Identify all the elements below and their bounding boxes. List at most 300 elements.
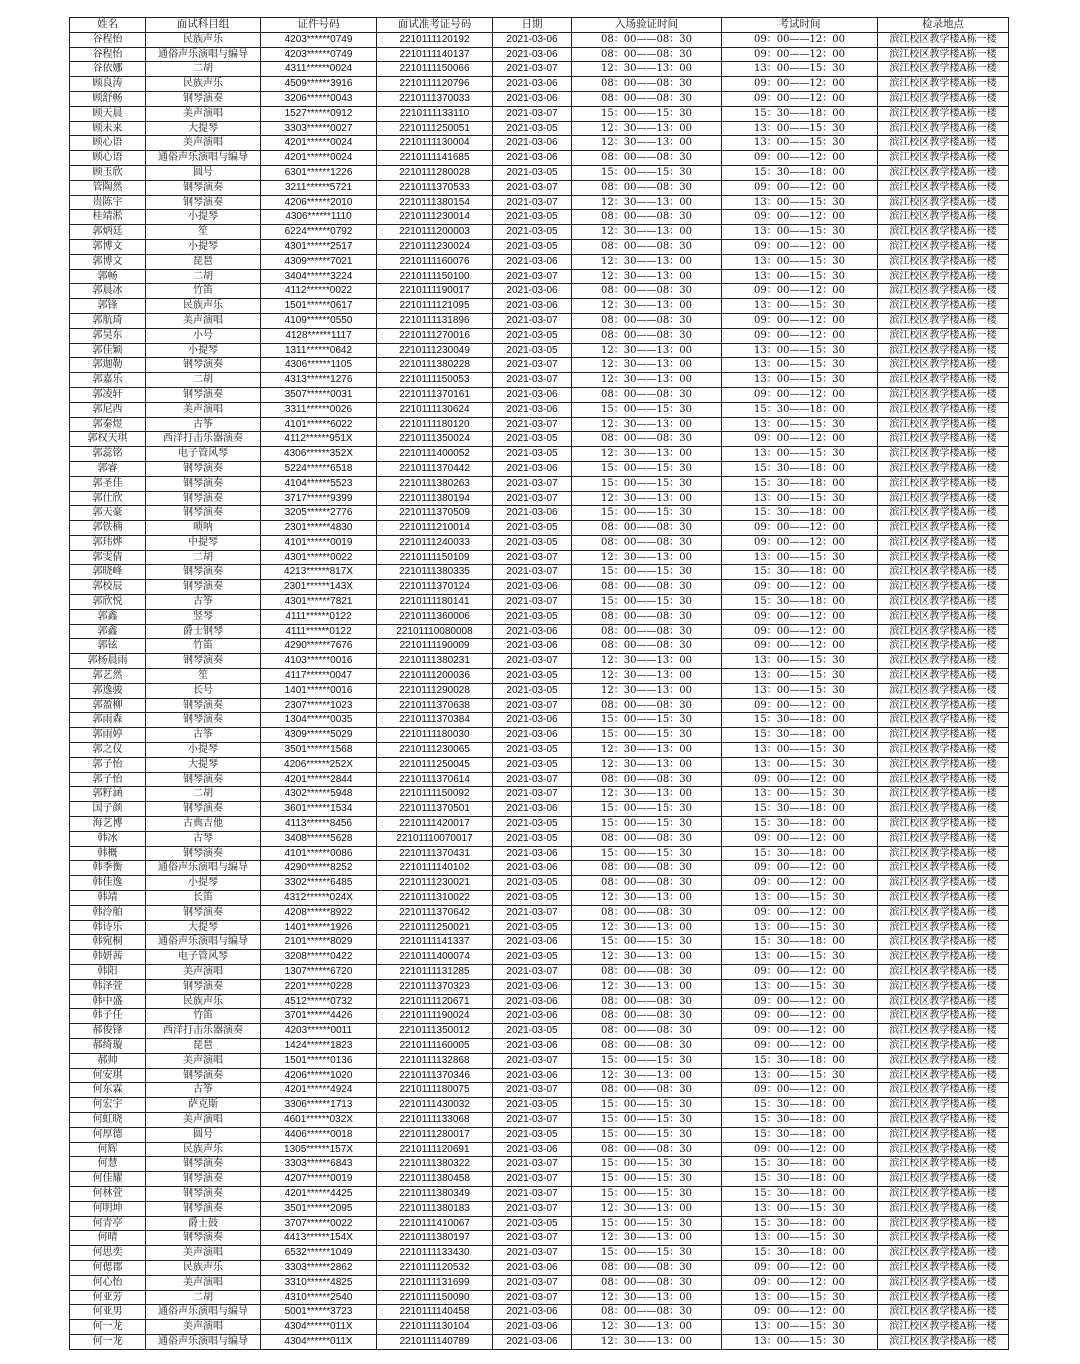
column-header-date: 日期 (493, 18, 572, 33)
table-row (70, 358, 1009, 373)
check-in-time-cell: 08：00——08：30 (572, 77, 722, 92)
admission-number-cell: 2210111180075 (377, 1083, 493, 1098)
table-row (70, 965, 1009, 980)
table-row (70, 743, 1009, 758)
admission-number-cell: 2210111370638 (377, 698, 493, 713)
name-cell: 郭玮烨 (70, 535, 146, 550)
check-in-time-cell: 12：30——13：00 (572, 654, 722, 669)
table-row (70, 1112, 1009, 1127)
admission-number-cell: 2210111120532 (377, 1260, 493, 1275)
name-cell: 韩概 (70, 846, 146, 861)
name-cell: 郭嘉乐 (70, 373, 146, 388)
date-cell: 2021-03-07 (493, 595, 572, 610)
table-row (70, 1201, 1009, 1216)
id-number-cell: 4203******0749 (261, 47, 377, 62)
date-cell: 2021-03-07 (493, 565, 572, 580)
location-cell: 滨江校区教学楼A栋一楼 (878, 62, 1009, 77)
location-cell: 滨江校区教学楼A栋一楼 (878, 476, 1009, 491)
location-cell: 滨江校区教学楼A栋一楼 (878, 136, 1009, 151)
exam-time-cell: 13：00——15：30 (722, 447, 878, 462)
location-cell: 滨江校区教学楼A栋一楼 (878, 1305, 1009, 1320)
table-row (70, 1275, 1009, 1290)
id-number-cell: 2301******4830 (261, 521, 377, 536)
table-row (70, 1068, 1009, 1083)
location-cell: 滨江校区教学楼A栋一楼 (878, 580, 1009, 595)
date-cell: 2021-03-05 (493, 535, 572, 550)
exam-time-cell: 13：00——15：30 (722, 1231, 878, 1246)
date-cell: 2021-03-07 (493, 195, 572, 210)
exam-time-cell: 09：00——12：00 (722, 313, 878, 328)
subject-cell: 二胡 (146, 62, 261, 77)
check-in-time-cell: 08：00——08：30 (572, 861, 722, 876)
id-number-cell: 4117******0047 (261, 669, 377, 684)
location-cell: 滨江校区教学楼A栋一楼 (878, 817, 1009, 832)
id-number-cell: 4313******1276 (261, 373, 377, 388)
table-row (70, 683, 1009, 698)
subject-cell: 圆号 (146, 1127, 261, 1142)
date-cell: 2021-03-06 (493, 299, 572, 314)
exam-time-cell: 13：00——15：30 (722, 683, 878, 698)
id-number-cell: 1307******6720 (261, 965, 377, 980)
location-cell: 滨江校区教学楼A栋一楼 (878, 743, 1009, 758)
exam-time-cell: 13：00——15：30 (722, 225, 878, 240)
table-row (70, 1246, 1009, 1261)
table-row (70, 521, 1009, 536)
name-cell: 郭欣悦 (70, 595, 146, 610)
name-cell: 郝绮璇 (70, 1038, 146, 1053)
table-row (70, 106, 1009, 121)
date-cell: 2021-03-07 (493, 1231, 572, 1246)
exam-time-cell: 13：00——15：30 (722, 269, 878, 284)
date-cell: 2021-03-07 (493, 417, 572, 432)
subject-cell: 古筝 (146, 1083, 261, 1098)
exam-time-cell: 09：00——12：00 (722, 994, 878, 1009)
location-cell: 滨江校区教学楼A栋一楼 (878, 432, 1009, 447)
name-cell: 郭雯倩 (70, 550, 146, 565)
id-number-cell: 4406******0018 (261, 1127, 377, 1142)
check-in-time-cell: 12：30——13：00 (572, 343, 722, 358)
subject-cell: 古典吉他 (146, 817, 261, 832)
subject-cell: 美声演唱 (146, 1275, 261, 1290)
check-in-time-cell: 15：00——15：30 (572, 476, 722, 491)
table-row (70, 639, 1009, 654)
exam-time-cell: 15：30——18：00 (722, 1053, 878, 1068)
location-cell: 滨江校区教学楼A栋一楼 (878, 1275, 1009, 1290)
table-row (70, 935, 1009, 950)
table-row (70, 1127, 1009, 1142)
name-cell: 郭锋 (70, 299, 146, 314)
admission-number-cell: 2210111230024 (377, 239, 493, 254)
location-cell: 滨江校区教学楼A栋一楼 (878, 1231, 1009, 1246)
subject-cell: 钢琴演奏 (146, 1231, 261, 1246)
name-cell: 郭鑫 (70, 609, 146, 624)
exam-time-cell: 13：00——15：30 (722, 743, 878, 758)
check-in-time-cell: 08：00——08：30 (572, 284, 722, 299)
exam-time-cell: 09：00——12：00 (722, 239, 878, 254)
admission-number-cell: 2210111380458 (377, 1172, 493, 1187)
name-cell: 郭蕊铭 (70, 447, 146, 462)
name-cell: 何辉 (70, 1142, 146, 1157)
date-cell: 2021-03-07 (493, 106, 572, 121)
table-row (70, 343, 1009, 358)
admission-number-cell: 2210111370614 (377, 772, 493, 787)
check-in-time-cell: 15：00——15：30 (572, 1053, 722, 1068)
id-number-cell: 6301******1226 (261, 165, 377, 180)
admission-number-cell: 2210111380197 (377, 1231, 493, 1246)
admission-number-cell: 2210111370346 (377, 1068, 493, 1083)
column-header-subject: 面试科目组 (146, 18, 261, 33)
name-cell: 顾良涛 (70, 77, 146, 92)
admission-number-cell: 2210111380154 (377, 195, 493, 210)
subject-cell: 钢琴演奏 (146, 180, 261, 195)
admission-number-cell: 2210111230065 (377, 743, 493, 758)
subject-cell: 民族声乐 (146, 77, 261, 92)
subject-cell: 通俗声乐演唱与编导 (146, 47, 261, 62)
id-number-cell: 2301******143X (261, 580, 377, 595)
check-in-time-cell: 15：00——15：30 (572, 565, 722, 580)
date-cell: 2021-03-05 (493, 521, 572, 536)
date-cell: 2021-03-07 (493, 491, 572, 506)
table-row (70, 994, 1009, 1009)
exam-time-cell: 09：00——12：00 (722, 1142, 878, 1157)
date-cell: 2021-03-06 (493, 151, 572, 166)
subject-cell: 民族声乐 (146, 994, 261, 1009)
check-in-time-cell: 08：00——08：30 (572, 905, 722, 920)
exam-time-cell: 13：00——15：30 (722, 550, 878, 565)
exam-time-cell: 15：30——18：00 (722, 565, 878, 580)
subject-cell: 钢琴演奏 (146, 1068, 261, 1083)
location-cell: 滨江校区教学楼A栋一楼 (878, 891, 1009, 906)
subject-cell: 通俗声乐演唱与编导 (146, 1334, 261, 1349)
column-header-name: 姓名 (70, 18, 146, 33)
id-number-cell: 4301******2517 (261, 239, 377, 254)
date-cell: 2021-03-05 (493, 950, 572, 965)
subject-cell: 二胡 (146, 550, 261, 565)
exam-time-cell: 09：00——12：00 (722, 1009, 878, 1024)
subject-cell: 大提琴 (146, 757, 261, 772)
id-number-cell: 1527******0912 (261, 106, 377, 121)
date-cell: 2021-03-05 (493, 1024, 572, 1039)
location-cell: 滨江校区教学楼A栋一楼 (878, 876, 1009, 891)
table-row (70, 1172, 1009, 1187)
check-in-time-cell: 12：30——13：00 (572, 136, 722, 151)
date-cell: 2021-03-07 (493, 1112, 572, 1127)
id-number-cell: 3303******6843 (261, 1157, 377, 1172)
check-in-time-cell: 08：00——08：30 (572, 1275, 722, 1290)
subject-cell: 二胡 (146, 1290, 261, 1305)
check-in-time-cell: 12：30——13：00 (572, 1320, 722, 1335)
admission-number-cell: 2210111380183 (377, 1201, 493, 1216)
exam-time-cell: 09：00——12：00 (722, 180, 878, 195)
subject-cell: 民族声乐 (146, 1260, 261, 1275)
exam-time-cell: 09：00——12：00 (722, 387, 878, 402)
subject-cell: 钢琴演奏 (146, 195, 261, 210)
subject-cell: 通俗声乐演唱与编导 (146, 935, 261, 950)
admission-number-cell: 2210111380228 (377, 358, 493, 373)
id-number-cell: 4207******0019 (261, 1172, 377, 1187)
location-cell: 滨江校区教学楼A栋一楼 (878, 343, 1009, 358)
exam-time-cell: 09：00——12：00 (722, 32, 878, 47)
date-cell: 2021-03-05 (493, 609, 572, 624)
location-cell: 滨江校区教学楼A栋一楼 (878, 299, 1009, 314)
name-cell: 何林萱 (70, 1186, 146, 1201)
id-number-cell: 4213******817X (261, 565, 377, 580)
name-cell: 何慧 (70, 1157, 146, 1172)
date-cell: 2021-03-07 (493, 1157, 572, 1172)
exam-time-cell: 15：30——18：00 (722, 461, 878, 476)
subject-cell: 二胡 (146, 269, 261, 284)
admission-number-cell: 2210111120192 (377, 32, 493, 47)
name-cell: 韩泽萱 (70, 979, 146, 994)
location-cell: 滨江校区教学楼A栋一楼 (878, 358, 1009, 373)
table-row (70, 165, 1009, 180)
name-cell: 郭畅 (70, 269, 146, 284)
id-number-cell: 4101******0019 (261, 535, 377, 550)
check-in-time-cell: 08：00——08：30 (572, 1142, 722, 1157)
name-cell: 何虹晓 (70, 1112, 146, 1127)
subject-cell: 民族声乐 (146, 299, 261, 314)
subject-cell: 钢琴演奏 (146, 387, 261, 402)
name-cell: 郭杨晨雨 (70, 654, 146, 669)
check-in-time-cell: 12：30——13：00 (572, 550, 722, 565)
subject-cell: 美声演唱 (146, 965, 261, 980)
id-number-cell: 3205******2776 (261, 506, 377, 521)
header-row (70, 18, 1009, 33)
id-number-cell: 4128******1117 (261, 328, 377, 343)
location-cell: 滨江校区教学楼A栋一楼 (878, 698, 1009, 713)
location-cell: 滨江校区教学楼A栋一楼 (878, 91, 1009, 106)
exam-time-cell: 09：00——12：00 (722, 965, 878, 980)
admission-number-cell: 2210111120691 (377, 1142, 493, 1157)
check-in-time-cell: 08：00——08：30 (572, 1083, 722, 1098)
table-row (70, 713, 1009, 728)
id-number-cell: 4208******8922 (261, 905, 377, 920)
date-cell: 2021-03-05 (493, 343, 572, 358)
date-cell: 2021-03-05 (493, 239, 572, 254)
admission-number-cell: 2210111130104 (377, 1320, 493, 1335)
admission-number-cell: 2210111250051 (377, 121, 493, 136)
admission-number-cell: 2210111280017 (377, 1127, 493, 1142)
check-in-time-cell: 12：30——13：00 (572, 787, 722, 802)
name-cell: 郭昊东 (70, 328, 146, 343)
check-in-time-cell: 12：30——13：00 (572, 1290, 722, 1305)
subject-cell: 钢琴演奏 (146, 772, 261, 787)
check-in-time-cell: 08：00——08：30 (572, 521, 722, 536)
name-cell: 何思奕 (70, 1246, 146, 1261)
location-cell: 滨江校区教学楼A栋一楼 (878, 373, 1009, 388)
admission-number-cell: 2210111410067 (377, 1216, 493, 1231)
location-cell: 滨江校区教学楼A栋一楼 (878, 121, 1009, 136)
table-row (70, 210, 1009, 225)
name-cell: 郝帅 (70, 1053, 146, 1068)
name-cell: 顾玉欣 (70, 165, 146, 180)
name-cell: 韩诗乐 (70, 920, 146, 935)
table-row (70, 817, 1009, 832)
id-number-cell: 4111******0122 (261, 609, 377, 624)
name-cell: 郭校辰 (70, 580, 146, 595)
date-cell: 2021-03-05 (493, 669, 572, 684)
subject-cell: 钢琴演奏 (146, 698, 261, 713)
subject-cell: 中提琴 (146, 535, 261, 550)
location-cell: 滨江校区教学楼A栋一楼 (878, 787, 1009, 802)
check-in-time-cell: 15：00——15：30 (572, 402, 722, 417)
name-cell: 何亚芳 (70, 1290, 146, 1305)
check-in-time-cell: 15：00——15：30 (572, 1172, 722, 1187)
date-cell: 2021-03-06 (493, 639, 572, 654)
exam-time-cell: 15：30——18：00 (722, 402, 878, 417)
subject-cell: 大提琴 (146, 920, 261, 935)
subject-cell: 美声演唱 (146, 136, 261, 151)
subject-cell: 小提琴 (146, 876, 261, 891)
table-row (70, 1186, 1009, 1201)
subject-cell: 民族声乐 (146, 32, 261, 47)
date-cell: 2021-03-07 (493, 550, 572, 565)
date-cell: 2021-03-05 (493, 121, 572, 136)
location-cell: 滨江校区教学楼A栋一楼 (878, 47, 1009, 62)
date-cell: 2021-03-05 (493, 165, 572, 180)
location-cell: 滨江校区教学楼A栋一楼 (878, 1024, 1009, 1039)
location-cell: 滨江校区教学楼A栋一楼 (878, 595, 1009, 610)
exam-time-cell: 15：30——18：00 (722, 1172, 878, 1187)
name-cell: 何偲郡 (70, 1260, 146, 1275)
id-number-cell: 4312******024X (261, 891, 377, 906)
exam-time-cell: 15：30——18：00 (722, 506, 878, 521)
location-cell: 滨江校区教学楼A栋一楼 (878, 180, 1009, 195)
location-cell: 滨江校区教学楼A栋一楼 (878, 1157, 1009, 1172)
check-in-time-cell: 08：00——08：30 (572, 624, 722, 639)
exam-time-cell: 09：00——12：00 (722, 876, 878, 891)
name-cell: 贵陈宇 (70, 195, 146, 210)
exam-time-cell: 15：30——18：00 (722, 1216, 878, 1231)
id-number-cell: 4201******4425 (261, 1186, 377, 1201)
date-cell: 2021-03-06 (493, 1334, 572, 1349)
location-cell: 滨江校区教学楼A栋一楼 (878, 728, 1009, 743)
location-cell: 滨江校区教学楼A栋一楼 (878, 1320, 1009, 1335)
id-number-cell: 4203******0011 (261, 1024, 377, 1039)
id-number-cell: 4112******0022 (261, 284, 377, 299)
id-number-cell: 3501******1568 (261, 743, 377, 758)
exam-time-cell: 15：30——18：00 (722, 1157, 878, 1172)
exam-time-cell: 09：00——12：00 (722, 639, 878, 654)
date-cell: 2021-03-05 (493, 1216, 572, 1231)
check-in-time-cell: 12：30——13：00 (572, 269, 722, 284)
location-cell: 滨江校区教学楼A栋一楼 (878, 905, 1009, 920)
name-cell: 郭逸骏 (70, 683, 146, 698)
check-in-time-cell: 12：30——13：00 (572, 683, 722, 698)
exam-time-cell: 09：00——12：00 (722, 328, 878, 343)
subject-cell: 古琴 (146, 831, 261, 846)
location-cell: 滨江校区教学楼A栋一楼 (878, 1083, 1009, 1098)
table-row (70, 802, 1009, 817)
id-number-cell: 3701******4426 (261, 1009, 377, 1024)
id-number-cell: 1401******1926 (261, 920, 377, 935)
admission-number-cell: 2210111200003 (377, 225, 493, 240)
table-row (70, 772, 1009, 787)
id-number-cell: 3501******2095 (261, 1201, 377, 1216)
location-cell: 滨江校区教学楼A栋一楼 (878, 32, 1009, 47)
admission-number-cell: 2210111150066 (377, 62, 493, 77)
location-cell: 滨江校区教学楼A栋一楼 (878, 669, 1009, 684)
date-cell: 2021-03-05 (493, 328, 572, 343)
check-in-time-cell: 08：00——08：30 (572, 313, 722, 328)
date-cell: 2021-03-06 (493, 1142, 572, 1157)
date-cell: 2021-03-07 (493, 698, 572, 713)
subject-cell: 古筝 (146, 417, 261, 432)
id-number-cell: 4304******011X (261, 1320, 377, 1335)
name-cell: 韩季衡 (70, 861, 146, 876)
exam-time-cell: 09：00——12：00 (722, 580, 878, 595)
check-in-time-cell: 15：00——15：30 (572, 165, 722, 180)
date-cell: 2021-03-07 (493, 787, 572, 802)
check-in-time-cell: 08：00——08：30 (572, 772, 722, 787)
date-cell: 2021-03-06 (493, 580, 572, 595)
name-cell: 郭仕欣 (70, 491, 146, 506)
admission-number-cell: 2210111160076 (377, 254, 493, 269)
admission-number-cell: 2210111380349 (377, 1186, 493, 1201)
admission-number-cell: 2210111400052 (377, 447, 493, 462)
check-in-time-cell: 15：00——15：30 (572, 817, 722, 832)
location-cell: 滨江校区教学楼A栋一楼 (878, 1038, 1009, 1053)
name-cell: 郭迦勒 (70, 358, 146, 373)
check-in-time-cell: 08：00——08：30 (572, 609, 722, 624)
date-cell: 2021-03-06 (493, 802, 572, 817)
id-number-cell: 3302******6485 (261, 876, 377, 891)
subject-cell: 钢琴演奏 (146, 1157, 261, 1172)
subject-cell: 笙 (146, 669, 261, 684)
subject-cell: 竹笛 (146, 1009, 261, 1024)
column-header-admission-number: 面试准考证号码 (377, 18, 493, 33)
table-row (70, 654, 1009, 669)
date-cell: 2021-03-06 (493, 1320, 572, 1335)
location-cell: 滨江校区教学楼A栋一楼 (878, 609, 1009, 624)
table-row (70, 920, 1009, 935)
exam-time-cell: 13：00——15：30 (722, 950, 878, 965)
admission-number-cell: 2210111370161 (377, 387, 493, 402)
subject-cell: 钢琴演奏 (146, 565, 261, 580)
date-cell: 2021-03-06 (493, 846, 572, 861)
subject-cell: 钢琴演奏 (146, 846, 261, 861)
id-number-cell: 1304******0035 (261, 713, 377, 728)
table-row (70, 846, 1009, 861)
table-row (70, 861, 1009, 876)
id-number-cell: 3208******0422 (261, 950, 377, 965)
admission-number-cell: 2210111133430 (377, 1246, 493, 1261)
exam-time-cell: 15：30——18：00 (722, 817, 878, 832)
id-number-cell: 4309******7021 (261, 254, 377, 269)
table-row (70, 476, 1009, 491)
subject-cell: 美声演唱 (146, 1112, 261, 1127)
location-cell: 滨江校区教学楼A栋一楼 (878, 1068, 1009, 1083)
subject-cell: 唢呐 (146, 521, 261, 536)
check-in-time-cell: 12：30——13：00 (572, 1201, 722, 1216)
subject-cell: 钢琴演奏 (146, 491, 261, 506)
subject-cell: 钢琴演奏 (146, 91, 261, 106)
date-cell: 2021-03-07 (493, 654, 572, 669)
location-cell: 滨江校区教学楼A栋一楼 (878, 535, 1009, 550)
location-cell: 滨江校区教学楼A栋一楼 (878, 1334, 1009, 1349)
schedule-sheet (69, 17, 1008, 1350)
location-cell: 滨江校区教学楼A栋一楼 (878, 1142, 1009, 1157)
exam-time-cell: 15：30——18：00 (722, 728, 878, 743)
table-row (70, 402, 1009, 417)
date-cell: 2021-03-07 (493, 965, 572, 980)
table-row (70, 1334, 1009, 1349)
table-row (70, 47, 1009, 62)
name-cell: 郭权天琪 (70, 432, 146, 447)
table-row (70, 950, 1009, 965)
date-cell: 2021-03-07 (493, 1246, 572, 1261)
table-row (70, 1290, 1009, 1305)
